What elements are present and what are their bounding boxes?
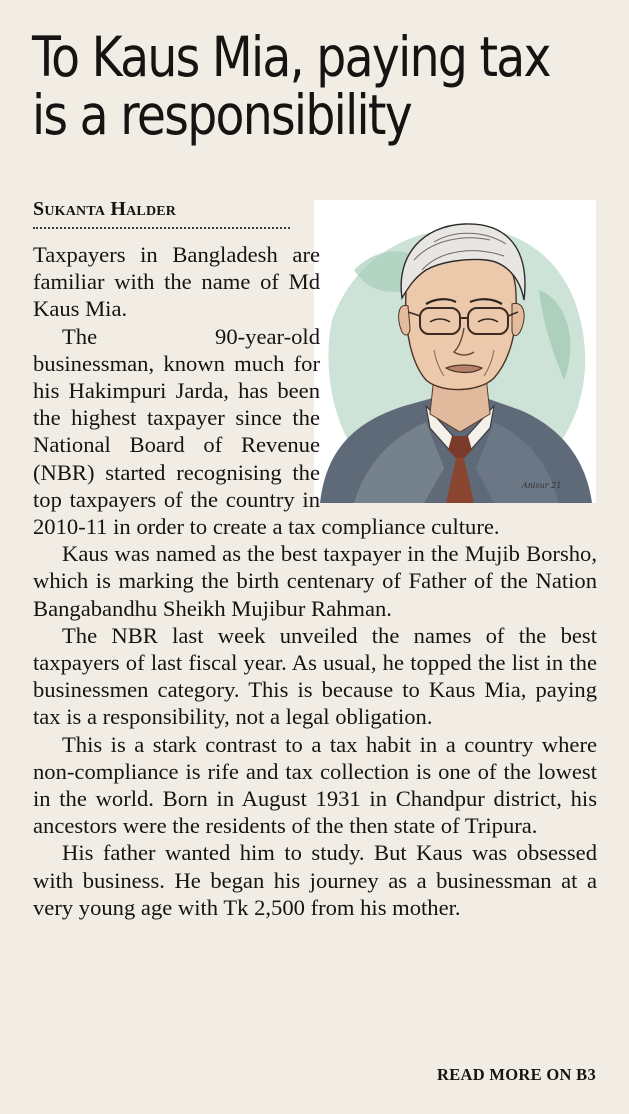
read-more-link[interactable]: READ MORE ON B3 (437, 1065, 596, 1084)
paragraph-5: This is a stark contrast to a tax habit in a country where non-compliance is rife and tax collection is one of the lowest in the world. Born in August 1931 in Chandpur district, his ancestors were the residents of the then state of Tripura. (33, 731, 597, 839)
headline-line-1: To Kaus Mia, paying tax (32, 25, 550, 89)
byline: Sukanta Halder (33, 198, 177, 220)
byline-divider (33, 227, 290, 229)
paragraph-3: Kaus was named as the best taxpayer in the Mujib Borsho, which is marking the birth centenary of Father of the Nation Bangabandhu Sheikh Mujibur Rahman. (33, 541, 597, 621)
paragraph-1: Taxpayers in Bangladesh are familiar with the name of Md Kaus Mia. (33, 242, 320, 322)
headline-line-2: is a responsibility (32, 83, 412, 147)
paragraph-2: The 90-year-old businessman, known much for his Hakimpuri Jarda, has been the highest taxpayer since the National Board of Revenue (NBR) started recognising the top taxpayers of the country in 2010-11 in order to create a tax compliance culture. (33, 323, 500, 540)
paragraph-4: The NBR last week unveiled the names of the best taxpayers of last fiscal year. As usual, he topped the list in the businessmen category. This is because to Kaus Mia, paying tax is a responsibility, not a legal obligation. (33, 622, 597, 730)
artist-signature: Anisur 21 (522, 481, 562, 490)
article-body (33, 241, 597, 921)
paragraph-6: His father wanted him to study. But Kaus was obsessed with business. He began his journey as a businessman at a very young age with Tk 2,500 from his mother. (33, 840, 597, 920)
headline (32, 25, 550, 147)
